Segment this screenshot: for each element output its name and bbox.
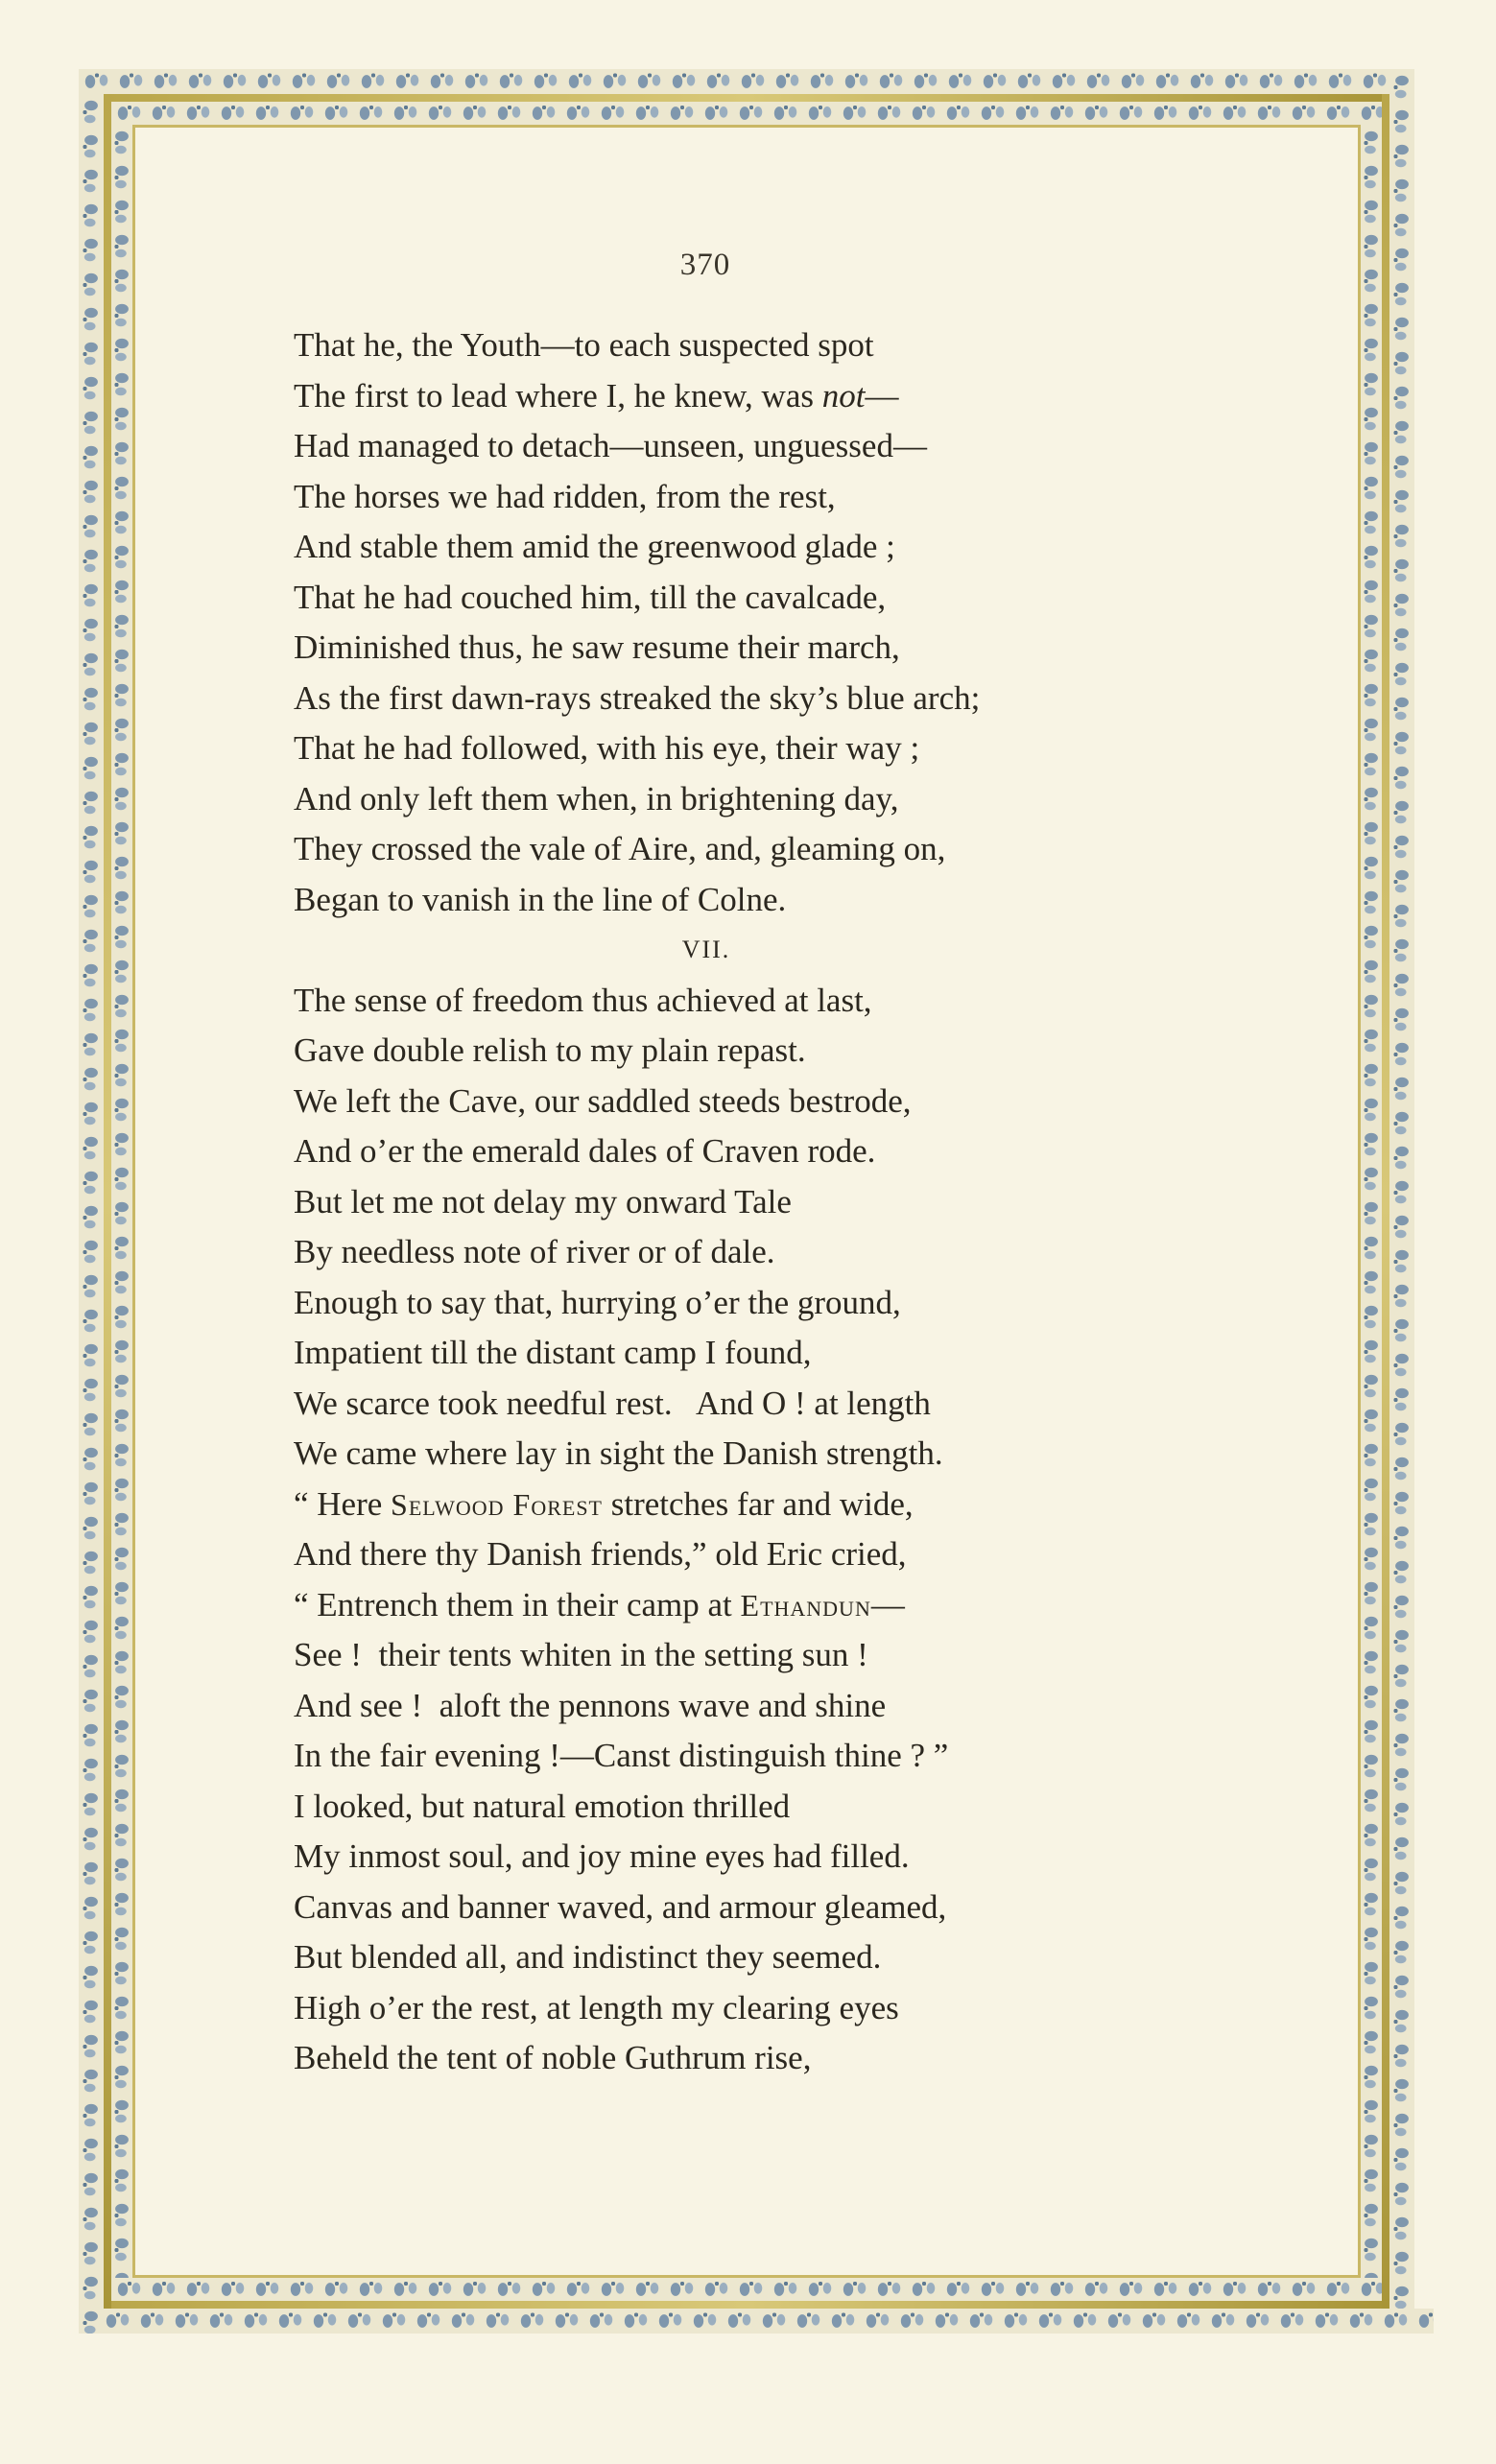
poem-line: The first to lead where I, he knew, was not— (294, 376, 899, 415)
poem-line: That he had couched him, till the cavalcade, (294, 578, 887, 616)
poem-line: Impatient till the distant camp I found, (294, 1334, 812, 1371)
poem-line: Began to vanish in the line of Colne. (294, 880, 787, 918)
poem-line: And there thy Danish friends,” old Eric cried, (294, 1535, 907, 1573)
poem-line: They crossed the vale of Aire, and, gleaming on, (294, 830, 946, 867)
poem-line: And only left them when, in brightening day, (294, 779, 899, 817)
poem-line: “ Here Selwood Forest stretches far and wide, (294, 1484, 914, 1523)
poem-line: And o’er the emerald dales of Craven rode. (294, 1132, 876, 1170)
poem-line: See ! their tents whiten in the setting sun ! (294, 1636, 868, 1673)
poem-text (294, 320, 1157, 2084)
poem-line: We scarce took needful rest. And O ! at length (294, 1384, 931, 1422)
poem-line: As the first dawn-rays streaked the sky’s blue arch; (294, 678, 981, 717)
section-heading: VII. (681, 936, 731, 963)
gold-rule-top (104, 94, 1389, 102)
small-caps-place: Ethandun (740, 1587, 871, 1623)
poem-line: That he, the Youth—to each suspected spot (294, 326, 874, 364)
poem-line: In the fair evening !—Canst distinguish thine ? ” (294, 1737, 949, 1774)
page-number: 370 (679, 248, 731, 282)
border-bottom-inner (111, 2278, 1382, 2301)
poem-line: “ Entrench them in their camp at Ethandun— (294, 1585, 905, 1623)
poem-line: We left the Cave, our saddled steeds bestrode, (294, 1081, 912, 1120)
poem-line: But blended all, and indistinct they seemed. (294, 1938, 882, 1976)
border-top-outer (79, 69, 1414, 94)
poem-line: Enough to say that, hurrying o’er the ground, (294, 1283, 901, 1321)
border-right-outer (1389, 69, 1414, 2309)
poem-line: We came where lay in sight the Danish strength. (294, 1434, 943, 1472)
gold-rule-bottom (104, 2301, 1389, 2309)
poem-line: Beheld the tent of noble Guthrum rise, (294, 2039, 812, 2076)
poem-line: My inmost soul, and joy mine eyes had filled. (294, 1837, 910, 1875)
border-top-inner (111, 102, 1382, 125)
poem-line: The sense of freedom thus achieved at last, (294, 981, 872, 1019)
poem-line: By needless note of river or of dale. (294, 1233, 775, 1270)
poem-line: The horses we had ridden, from the rest, (294, 477, 836, 515)
border-right-inner (1361, 125, 1382, 2278)
small-caps-place: Selwood Forest (391, 1486, 603, 1522)
poem-line: Had managed to detach—unseen, unguessed— (294, 427, 927, 464)
poem-line: Canvas and banner waved, and armour gleamed, (294, 1887, 947, 1926)
poem-line: Diminished thus, he saw resume their march, (294, 628, 900, 666)
poem-line: But let me not delay my onward Tale (294, 1182, 792, 1220)
border-left-outer (79, 94, 104, 2334)
poem-line: I looked, but natural emotion thrilled (294, 1787, 791, 1825)
poem-line: And see ! aloft the pennons wave and shine (294, 1686, 887, 1724)
border-left-inner (111, 125, 132, 2278)
poem-line: That he had followed, with his eye, their way ; (294, 729, 920, 767)
poem-line: And stable them amid the greenwood glade ; (294, 528, 895, 565)
poem-line: High o’er the rest, at length my clearing eyes (294, 1988, 899, 2026)
italic-word: not (821, 376, 866, 415)
gold-rule-left (104, 94, 111, 2309)
gold-rule-right (1382, 94, 1389, 2309)
poem-line: Gave double relish to my plain repast. (294, 1031, 806, 1069)
border-bottom-outer (100, 2309, 1434, 2334)
